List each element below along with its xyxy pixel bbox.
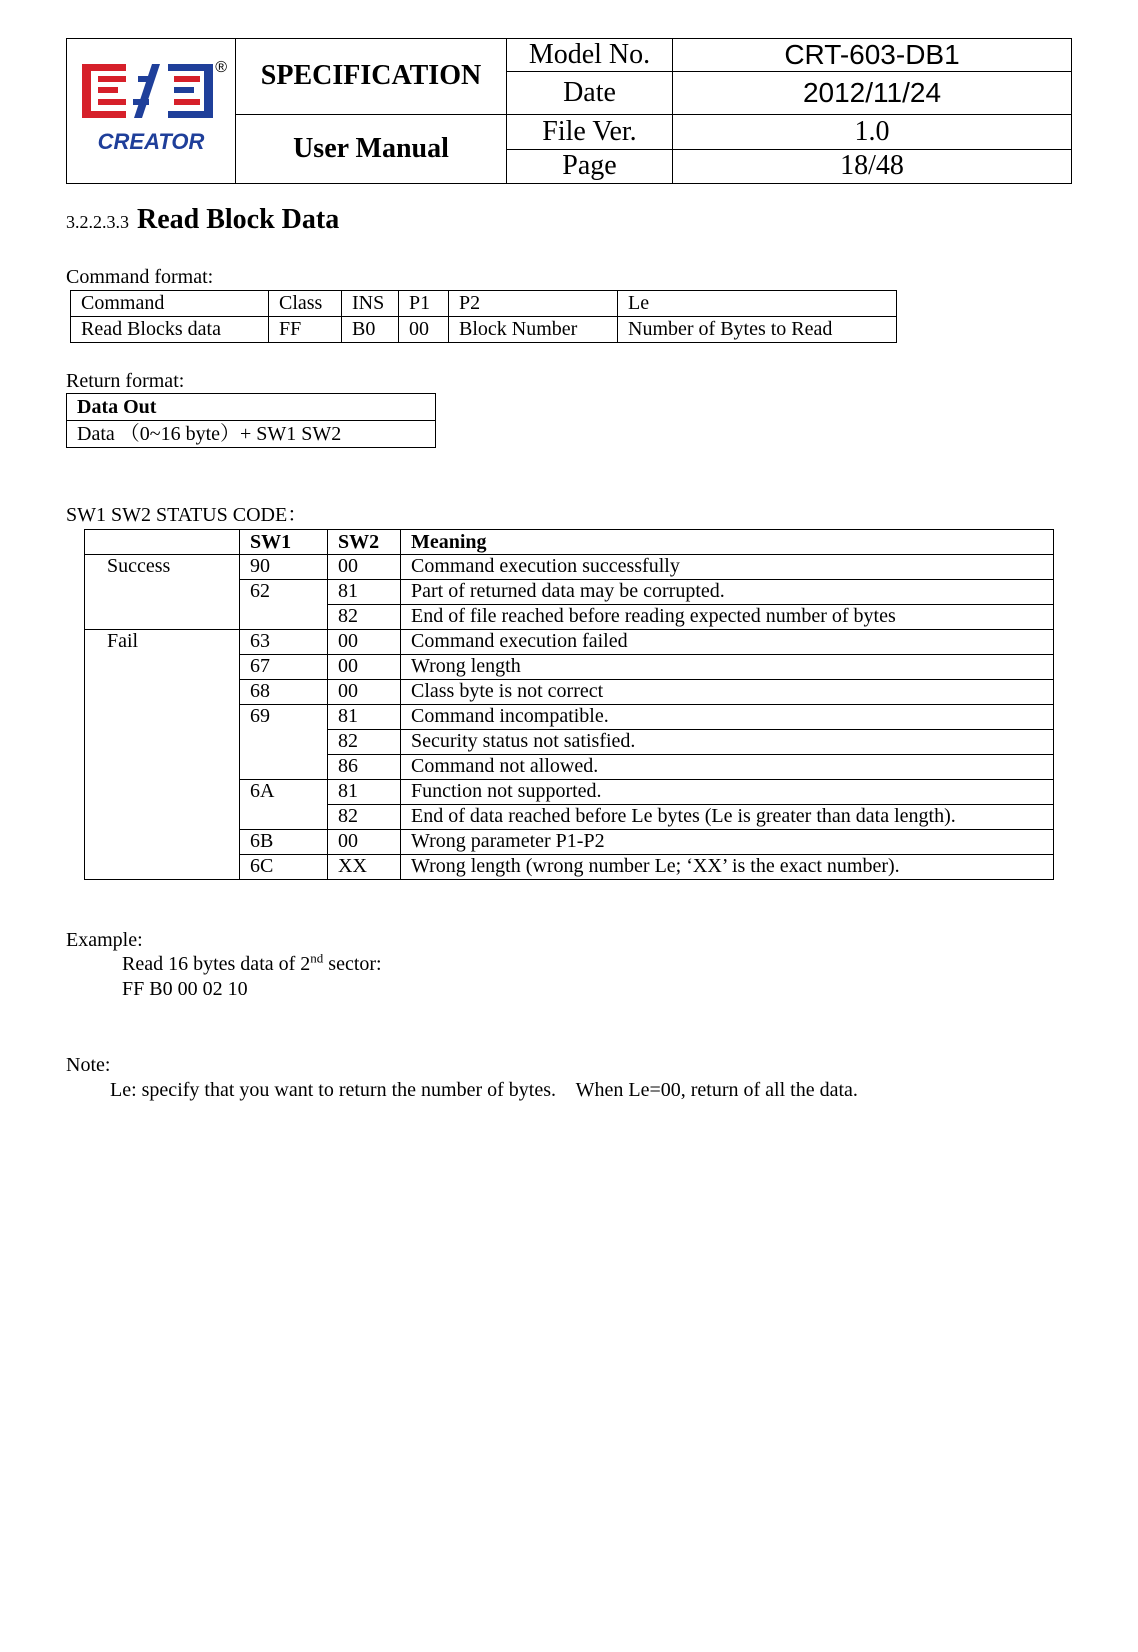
status-meaning: End of file reached before reading expected number of bytes [401,605,1054,630]
status-sw1: 90 [240,555,328,580]
status-sw1: 69 [240,705,328,780]
manual-label: User Manual [236,114,507,184]
status-meaning: End of data reached before Le bytes (Le is greater than data length). [401,805,1054,830]
model-label: Model No. [507,39,673,72]
status-meaning: Command not allowed. [401,755,1054,780]
page-label: Page [507,149,673,183]
date-label: Date [507,72,673,114]
command-format-table [70,290,897,343]
cmd-header-le: Le [618,291,897,317]
status-group-fail: Fail [85,630,240,880]
table-row [71,291,897,317]
filever-value: 1.0 [673,114,1072,149]
status-header-group [85,530,240,555]
status-meaning: Command incompatible. [401,705,1054,730]
cmd-le: Number of Bytes to Read [618,317,897,343]
return-header: Data Out [67,394,436,421]
status-meaning: Wrong length [401,655,1054,680]
status-group-success: Success [85,555,240,630]
cmd-header-p1: P1 [399,291,449,317]
status-meaning: Wrong length (wrong number Le; ‘XX’ is the exact number). [401,855,1054,880]
status-sw2: 82 [328,605,401,630]
cmd-header-command: Command [71,291,269,317]
status-header-meaning: Meaning [401,530,1054,555]
return-format-table [66,393,436,448]
status-sw1: 6A [240,780,328,830]
model-value: CRT-603-DB1 [673,39,1072,72]
return-format-label: Return format: [66,370,185,392]
date-value: 2012/11/24 [673,72,1072,114]
status-sw2: 82 [328,730,401,755]
status-sw2: 00 [328,630,401,655]
cmd-p2: Block Number [449,317,618,343]
section-number: 3.2.2.3.3 [66,212,129,232]
spec-label: SPECIFICATION [236,39,507,115]
status-sw2: 81 [328,705,401,730]
table-row [85,530,1054,555]
example-line-1-prefix: Read 16 bytes data of 2 [122,953,311,975]
status-sw2: XX [328,855,401,880]
status-meaning: Security status not satisfied. [401,730,1054,755]
status-sw2: 00 [328,830,401,855]
cmd-header-p2: P2 [449,291,618,317]
status-header-sw2: SW2 [328,530,401,555]
status-sw2: 81 [328,580,401,605]
status-meaning: Command execution successfully [401,555,1054,580]
section-heading [66,204,339,236]
table-row [67,421,436,448]
example-line-1-sup: nd [310,950,324,966]
cmd-ins: B0 [342,317,399,343]
example-line-2: FF B0 00 02 10 [122,978,248,1000]
cmd-p1: 00 [399,317,449,343]
status-sw2: 00 [328,555,401,580]
note-text: Le: specify that you want to return the number of bytes. When Le=00, return of all the data. [110,1079,858,1101]
status-sw1: 63 [240,630,328,655]
status-sw2: 00 [328,655,401,680]
registered-mark: ® [215,59,227,76]
table-row [85,630,1054,655]
table-row [71,317,897,343]
creator-logo [67,39,236,184]
logo-wordmark: CREATOR [97,128,205,154]
status-sw1: 67 [240,655,328,680]
command-format-label: Command format: [66,266,214,288]
document-header [66,38,1072,184]
status-meaning: Wrong parameter P1-P2 [401,830,1054,855]
return-value: Data （0~16 byte）+ SW1 SW2 [67,421,436,448]
page-value: 18/48 [673,149,1072,183]
status-sw1: 68 [240,680,328,705]
status-meaning: Part of returned data may be corrupted. [401,580,1054,605]
status-meaning: Function not supported. [401,780,1054,805]
note-label: Note: [66,1054,111,1076]
status-sw2: 86 [328,755,401,780]
status-meaning: Command execution failed [401,630,1054,655]
filever-label: File Ver. [507,114,673,149]
status-meaning: Class byte is not correct [401,680,1054,705]
status-code-table [84,529,1054,880]
status-sw2: 81 [328,780,401,805]
cmd-header-ins: INS [342,291,399,317]
status-header-sw1: SW1 [240,530,328,555]
creator-logo-icon [76,54,226,164]
status-sw1: 6C [240,855,328,880]
cmd-header-class: Class [269,291,342,317]
cmd-command: Read Blocks data [71,317,269,343]
table-row [67,394,436,421]
status-code-label: SW1 SW2 STATUS CODE： [66,504,308,526]
example-line-1 [122,952,382,977]
section-title: Read Block Data [137,204,340,235]
status-sw2: 82 [328,805,401,830]
example-label: Example: [66,929,143,951]
cmd-class: FF [269,317,342,343]
status-sw1: 6B [240,830,328,855]
status-sw1: 62 [240,580,328,630]
status-sw2: 00 [328,680,401,705]
example-line-1-suffix: sector: [323,953,382,975]
table-row [85,555,1054,580]
